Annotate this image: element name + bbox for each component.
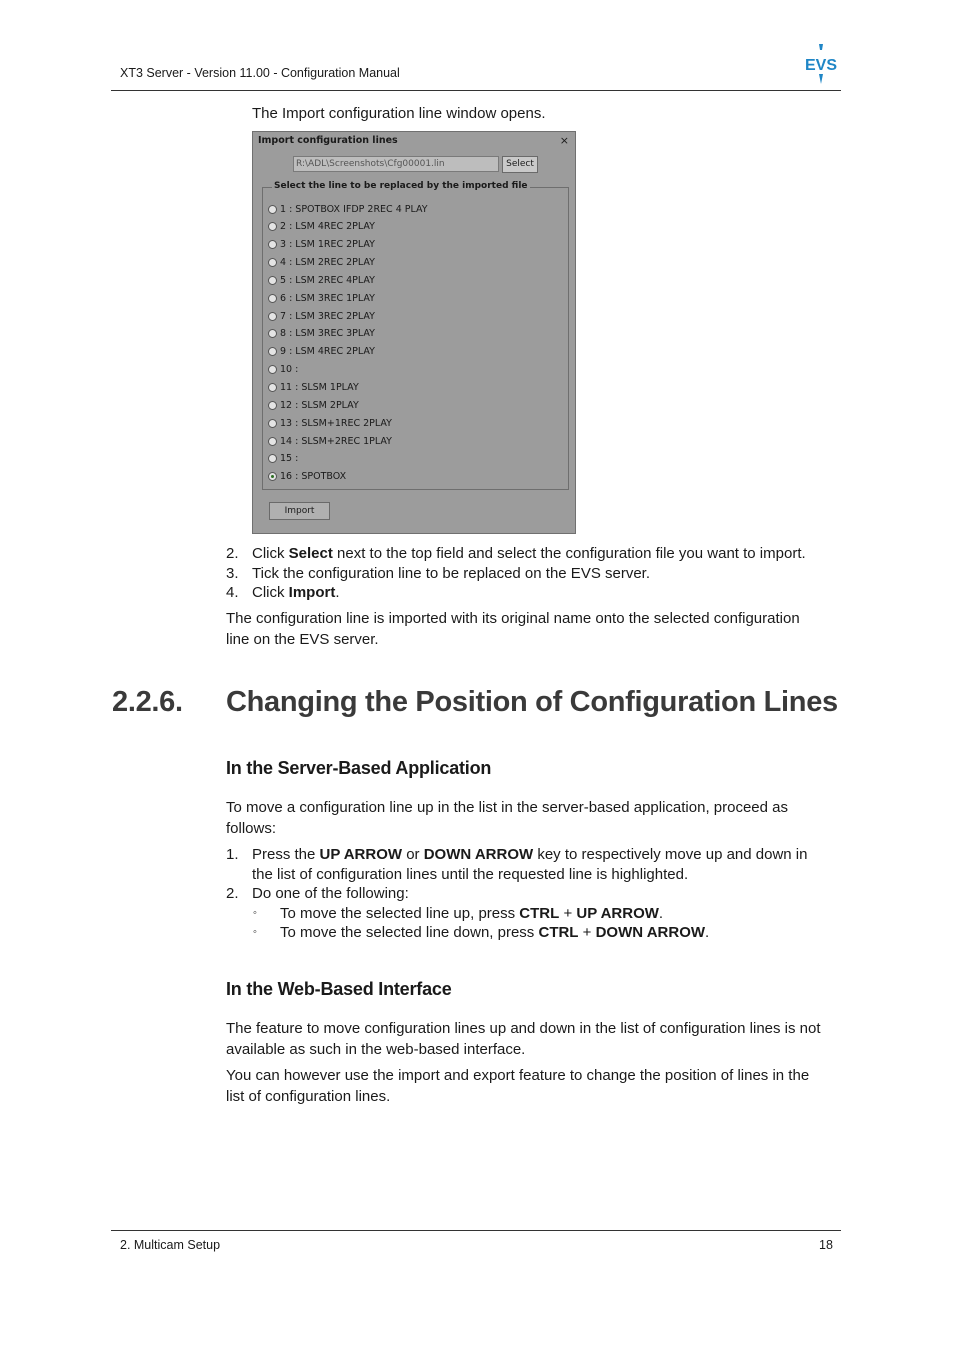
radio-option[interactable] <box>268 470 346 484</box>
list-item <box>226 583 846 603</box>
step-text: Press the UP ARROW or DOWN ARROW key to respectively move up and down in the list of configuration lines until the requested line is highlighted. <box>252 846 808 883</box>
radio-label: 10 : <box>280 364 299 376</box>
radio-button[interactable] <box>268 294 277 303</box>
radio-option[interactable] <box>268 452 298 466</box>
radio-label: 6 : LSM 3REC 1PLAY <box>280 292 375 304</box>
radio-button[interactable] <box>268 240 277 249</box>
radio-label: 15 : <box>280 453 299 465</box>
radio-button[interactable] <box>268 347 277 356</box>
list-item <box>226 904 846 924</box>
radio-option[interactable] <box>268 309 375 323</box>
radio-button[interactable] <box>268 312 277 321</box>
radio-button[interactable] <box>268 222 277 231</box>
radio-option[interactable] <box>268 256 375 270</box>
intro-text: The Import configuration line window opens. <box>252 105 546 122</box>
section-heading <box>112 686 852 722</box>
radio-label: 1 : SPOTBOX IFDP 2REC 4 PLAY <box>280 203 428 215</box>
radio-label: 9 : LSM 4REC 2PLAY <box>280 346 375 358</box>
radio-option[interactable] <box>268 416 392 430</box>
header-rule <box>111 90 841 91</box>
close-icon[interactable]: × <box>559 134 569 147</box>
radio-label: 5 : LSM 2REC 4PLAY <box>280 274 375 286</box>
server-steps <box>226 845 846 943</box>
radio-option[interactable] <box>268 220 375 234</box>
footer-rule <box>111 1230 841 1231</box>
radio-label: 2 : LSM 4REC 2PLAY <box>280 221 375 233</box>
list-item <box>226 544 846 564</box>
step-text: Tick the configuration line to be replaced on the EVS server. <box>252 564 651 582</box>
radio-button[interactable] <box>268 258 277 267</box>
radio-option[interactable] <box>268 202 428 216</box>
group-legend: Select the line to be replaced by the imported file <box>274 181 528 191</box>
footer-chapter: 2. Multicam Setup <box>120 1238 221 1252</box>
radio-label: 3 : LSM 1REC 2PLAY <box>280 239 375 251</box>
radio-label: 11 : SLSM 1PLAY <box>280 382 359 393</box>
web-para-1: The feature to move configuration lines up and down in the list of configuration lines is not available as such in the web-based interface. <box>226 1020 821 1058</box>
logo-text: EVS <box>804 57 838 74</box>
step-number: 1. <box>226 846 239 863</box>
dialog-title: Import configuration lines <box>258 135 398 146</box>
radio-button[interactable] <box>268 454 277 463</box>
radio-button[interactable] <box>268 276 277 285</box>
select-button[interactable]: Select <box>502 156 538 173</box>
section-title: Changing the Position of Configuration Lines <box>226 686 838 718</box>
running-header: XT3 Server - Version 11.00 - Configuration Manual <box>120 66 400 80</box>
radio-button[interactable] <box>268 401 277 410</box>
server-based-heading: In the Server-Based Application <box>226 758 492 778</box>
radio-option[interactable] <box>268 381 359 395</box>
radio-button[interactable] <box>268 365 277 374</box>
step-text: Click Select next to the top field and select the configuration file you want to import. <box>252 545 806 562</box>
step-text: Do one of the following: <box>252 885 409 902</box>
bullet-icon: ◦ <box>253 926 257 938</box>
list-item <box>226 564 846 584</box>
list-item <box>226 923 846 943</box>
web-based-heading: In the Web-Based Interface <box>226 979 452 999</box>
radio-button[interactable] <box>268 205 277 214</box>
radio-label: 16 : SPOTBOX <box>280 471 347 483</box>
step-list <box>226 544 846 603</box>
file-path-field[interactable]: R:\ADL\Screenshots\Cfg00001.lin <box>293 156 499 172</box>
radio-button[interactable] <box>268 383 277 392</box>
web-para-2: You can however use the import and export feature to change the position of lines in the list of configuration lines. <box>226 1067 810 1105</box>
radio-option[interactable] <box>268 363 298 377</box>
step-number: 3. <box>226 564 239 582</box>
radio-label: 4 : LSM 2REC 2PLAY <box>280 257 375 269</box>
radio-button[interactable] <box>268 472 277 481</box>
radio-button[interactable] <box>268 329 277 338</box>
radio-label: 14 : SLSM+2REC 1PLAY <box>280 435 392 447</box>
radio-option[interactable] <box>268 273 375 287</box>
radio-button[interactable] <box>268 437 277 446</box>
step-text: Click Import. <box>252 584 340 601</box>
evs-logo <box>804 44 838 84</box>
page-number: 18 <box>819 1238 833 1252</box>
step-number: 4. <box>226 584 239 601</box>
radio-button[interactable] <box>268 419 277 428</box>
section-number: 2.2.6. <box>112 686 183 718</box>
radio-label: 7 : LSM 3REC 2PLAY <box>280 310 375 322</box>
radio-label: 12 : SLSM 2PLAY <box>280 399 359 411</box>
radio-option[interactable] <box>268 238 375 252</box>
bullet-icon: ◦ <box>253 906 257 919</box>
import-dialog <box>252 131 576 534</box>
sub-step-text: To move the selected line up, press CTRL + UP ARROW. <box>280 904 664 922</box>
list-item <box>226 884 846 904</box>
step-number: 2. <box>226 545 239 562</box>
radio-option[interactable] <box>268 345 375 359</box>
radio-option[interactable] <box>268 291 375 305</box>
sub-step-text: To move the selected line down, press CTRL + DOWN ARROW. <box>280 924 710 941</box>
radio-label: 8 : LSM 3REC 3PLAY <box>280 328 375 340</box>
result-paragraph: The configuration line is imported with its original name onto the selected configuration line on the EVS server. <box>226 610 800 648</box>
server-intro: To move a configuration line up in the list in the server-based application, proceed as follows: <box>226 799 788 837</box>
import-button[interactable]: Import <box>269 502 330 520</box>
step-number: 2. <box>226 885 239 902</box>
list-item <box>226 845 846 884</box>
radio-option[interactable] <box>268 434 392 448</box>
radio-option[interactable] <box>268 398 359 412</box>
radio-option[interactable] <box>268 327 375 341</box>
radio-label: 13 : SLSM+1REC 2PLAY <box>280 417 392 429</box>
